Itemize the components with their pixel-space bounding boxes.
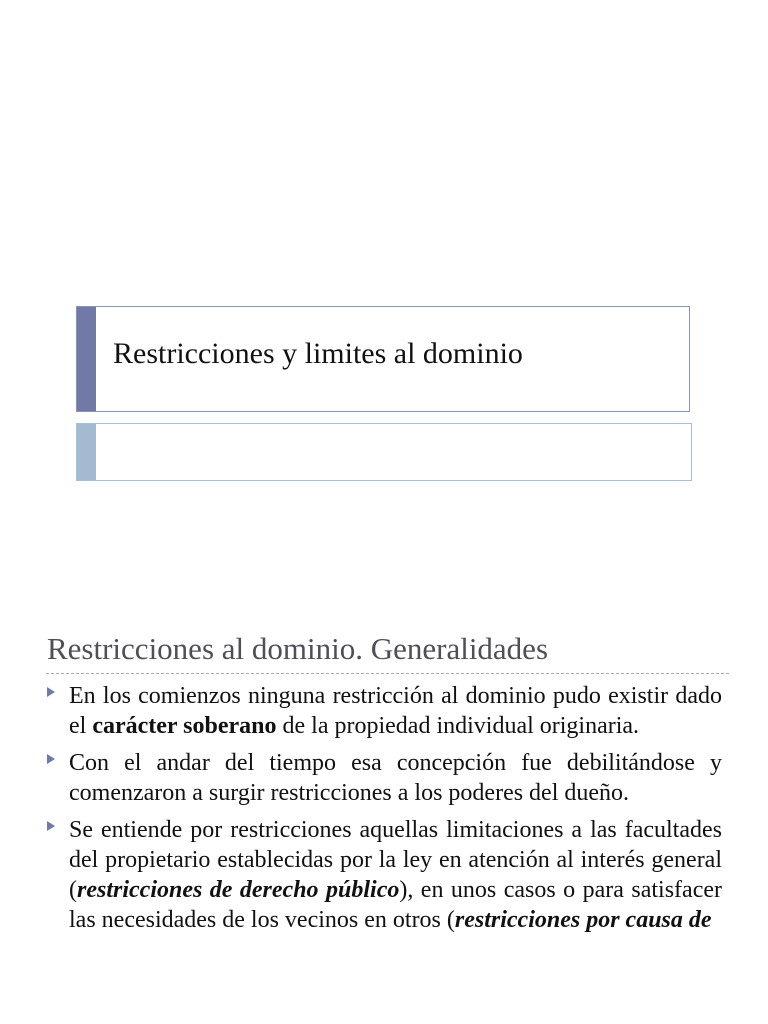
title-box: [76, 306, 690, 412]
title-accent-bar: [77, 307, 96, 411]
bullet-item-2: [47, 748, 722, 808]
bullet-list: [47, 681, 722, 942]
bullet-arrow-icon: [47, 687, 55, 697]
bullet-arrow-icon: [47, 821, 55, 831]
section-heading: Restricciones al dominio. Generalidades: [47, 631, 549, 666]
heading-divider: [46, 673, 729, 674]
bullet-3-text-b: ), en unos casos o para satisfacer las necesidades de los vecinos en otros (: [69, 877, 723, 933]
bullet-arrow-icon: [47, 754, 55, 764]
slide-title: Restricciones y limites al dominio: [113, 337, 523, 370]
bullet-2-text: Con el andar del tiempo esa concepción fue debilitándose y comenzaron a surgir restricciones a los poderes del dueño.: [69, 750, 722, 806]
bullet-1-text-b: de la propiedad individual originaria.: [276, 713, 640, 739]
bullet-item-1: [47, 681, 722, 741]
bullet-1-text-a: En los comienzos ninguna restricción al dominio pudo existir dado el: [69, 683, 722, 739]
bullet-3-bold-italic-a: restricciones de derecho público: [77, 877, 400, 903]
bullet-item-3: [47, 815, 722, 935]
bullet-3-text-a: Se entiende por restricciones aquellas limitaciones a las facultades del propietario establecidas por la ley en atención al interés general (: [69, 817, 722, 903]
subtitle-accent-bar: [77, 424, 96, 480]
bullet-3-bold-italic-b: restricciones por causa de: [454, 907, 712, 933]
bullet-1-bold: carácter soberano: [92, 713, 277, 739]
subtitle-box: [76, 423, 692, 481]
